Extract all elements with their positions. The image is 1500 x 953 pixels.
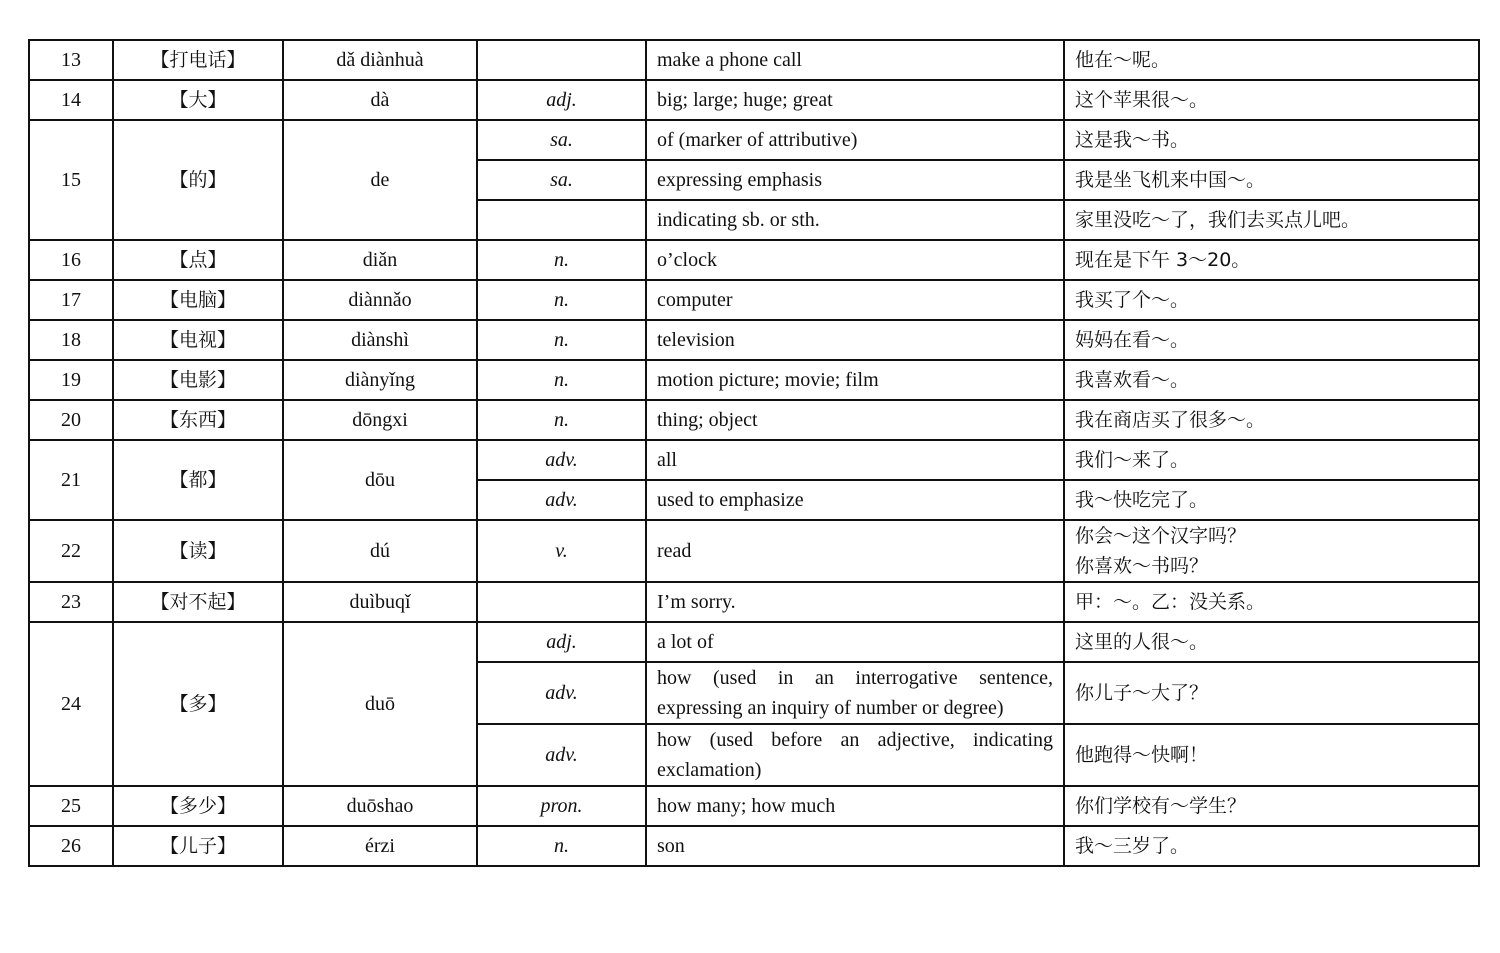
entry-example: 这个苹果很～。 bbox=[1064, 80, 1479, 120]
entry-example: 他跑得～快啊！ bbox=[1064, 724, 1479, 786]
entry-definition: of (marker of attributive) bbox=[646, 120, 1064, 160]
entry-example: 这里的人很～。 bbox=[1064, 622, 1479, 662]
entry-example: 我买了个～。 bbox=[1064, 280, 1479, 320]
entry-example: 甲：～。乙：没关系。 bbox=[1064, 582, 1479, 622]
entry-word: 【电脑】 bbox=[113, 280, 283, 320]
entry-pinyin: dǎ diànhuà bbox=[283, 40, 477, 80]
table-row bbox=[29, 622, 1479, 662]
entry-part-of-speech: n. bbox=[477, 240, 646, 280]
entry-number: 14 bbox=[29, 80, 113, 120]
entry-word: 【打电话】 bbox=[113, 40, 283, 80]
table-row bbox=[29, 80, 1479, 120]
entry-definition: all bbox=[646, 440, 1064, 480]
table-row bbox=[29, 520, 1479, 582]
entry-number: 19 bbox=[29, 360, 113, 400]
entry-number: 17 bbox=[29, 280, 113, 320]
entry-part-of-speech: adv. bbox=[477, 440, 646, 480]
entry-part-of-speech: v. bbox=[477, 520, 646, 582]
entry-definition: make a phone call bbox=[646, 40, 1064, 80]
entry-definition: a lot of bbox=[646, 622, 1064, 662]
entry-example: 妈妈在看～。 bbox=[1064, 320, 1479, 360]
entry-number: 18 bbox=[29, 320, 113, 360]
entry-example: 我在商店买了很多～。 bbox=[1064, 400, 1479, 440]
entry-part-of-speech: adv. bbox=[477, 662, 646, 724]
entry-definition: indicating sb. or sth. bbox=[646, 200, 1064, 240]
table-row bbox=[29, 582, 1479, 622]
entry-part-of-speech: n. bbox=[477, 360, 646, 400]
entry-number: 24 bbox=[29, 622, 113, 786]
entry-part-of-speech: adj. bbox=[477, 622, 646, 662]
entry-example: 我～三岁了。 bbox=[1064, 826, 1479, 866]
entry-definition: thing; object bbox=[646, 400, 1064, 440]
entry-word: 【儿子】 bbox=[113, 826, 283, 866]
entry-number: 20 bbox=[29, 400, 113, 440]
entry-definition: o’clock bbox=[646, 240, 1064, 280]
table-row bbox=[29, 320, 1479, 360]
entry-word: 【对不起】 bbox=[113, 582, 283, 622]
entry-part-of-speech: n. bbox=[477, 400, 646, 440]
entry-number: 22 bbox=[29, 520, 113, 582]
table-row bbox=[29, 826, 1479, 866]
entry-part-of-speech bbox=[477, 200, 646, 240]
entry-pinyin: de bbox=[283, 120, 477, 240]
example-line: 你喜欢～书吗？ bbox=[1075, 555, 1209, 577]
entry-word: 【读】 bbox=[113, 520, 283, 582]
entry-word: 【大】 bbox=[113, 80, 283, 120]
entry-pinyin: dōngxi bbox=[283, 400, 477, 440]
table-row bbox=[29, 440, 1479, 480]
entry-part-of-speech: n. bbox=[477, 320, 646, 360]
entry-definition: how many; how much bbox=[646, 786, 1064, 826]
entry-part-of-speech: adv. bbox=[477, 480, 646, 520]
entry-definition: expressing emphasis bbox=[646, 160, 1064, 200]
table-row bbox=[29, 240, 1479, 280]
entry-word: 【多】 bbox=[113, 622, 283, 786]
example-line: 你会～这个汉字吗？ bbox=[1075, 525, 1247, 547]
entry-part-of-speech: pron. bbox=[477, 786, 646, 826]
entry-example: 家里没吃～了，我们去买点儿吧。 bbox=[1064, 200, 1479, 240]
entry-example bbox=[1064, 520, 1479, 582]
entry-number: 25 bbox=[29, 786, 113, 826]
entry-part-of-speech bbox=[477, 582, 646, 622]
entry-definition: big; large; huge; great bbox=[646, 80, 1064, 120]
entry-pinyin: diànnǎo bbox=[283, 280, 477, 320]
entry-definition: computer bbox=[646, 280, 1064, 320]
entry-pinyin: dú bbox=[283, 520, 477, 582]
table-row bbox=[29, 786, 1479, 826]
entry-number: 13 bbox=[29, 40, 113, 80]
entry-example: 你儿子～大了？ bbox=[1064, 662, 1479, 724]
entry-part-of-speech: sa. bbox=[477, 160, 646, 200]
entry-example: 我喜欢看～。 bbox=[1064, 360, 1479, 400]
entry-part-of-speech: adv. bbox=[477, 724, 646, 786]
entry-number: 15 bbox=[29, 120, 113, 240]
entry-word: 【点】 bbox=[113, 240, 283, 280]
entry-definition: how (used before an adjective, indicating exclamation) bbox=[646, 724, 1064, 786]
table-row bbox=[29, 400, 1479, 440]
entry-word: 【电影】 bbox=[113, 360, 283, 400]
entry-pinyin: duō bbox=[283, 622, 477, 786]
entry-part-of-speech bbox=[477, 40, 646, 80]
entry-definition: I’m sorry. bbox=[646, 582, 1064, 622]
vocabulary-table bbox=[28, 39, 1480, 867]
entry-pinyin: duìbuqǐ bbox=[283, 582, 477, 622]
entry-part-of-speech: sa. bbox=[477, 120, 646, 160]
entry-pinyin: diànyǐng bbox=[283, 360, 477, 400]
entry-word: 【多少】 bbox=[113, 786, 283, 826]
entry-definition: how (used in an interrogative sentence, expressing an inquiry of number or degree) bbox=[646, 662, 1064, 724]
entry-word: 【的】 bbox=[113, 120, 283, 240]
entry-example: 这是我～书。 bbox=[1064, 120, 1479, 160]
entry-example: 我是坐飞机来中国～。 bbox=[1064, 160, 1479, 200]
entry-pinyin: érzi bbox=[283, 826, 477, 866]
entry-definition: motion picture; movie; film bbox=[646, 360, 1064, 400]
table-row bbox=[29, 40, 1479, 80]
entry-part-of-speech: n. bbox=[477, 826, 646, 866]
entry-number: 16 bbox=[29, 240, 113, 280]
entry-pinyin: duōshao bbox=[283, 786, 477, 826]
entry-number: 21 bbox=[29, 440, 113, 520]
entry-definition: television bbox=[646, 320, 1064, 360]
entry-number: 23 bbox=[29, 582, 113, 622]
table-row bbox=[29, 120, 1479, 160]
entry-example: 你们学校有～学生？ bbox=[1064, 786, 1479, 826]
entry-pinyin: dōu bbox=[283, 440, 477, 520]
entry-definition: read bbox=[646, 520, 1064, 582]
entry-word: 【东西】 bbox=[113, 400, 283, 440]
entry-number: 26 bbox=[29, 826, 113, 866]
entry-example: 我～快吃完了。 bbox=[1064, 480, 1479, 520]
entry-example: 我们～来了。 bbox=[1064, 440, 1479, 480]
entry-example: 现在是下午 3～20。 bbox=[1064, 240, 1479, 280]
entry-part-of-speech: n. bbox=[477, 280, 646, 320]
entry-definition: son bbox=[646, 826, 1064, 866]
entry-example: 他在～呢。 bbox=[1064, 40, 1479, 80]
table-row bbox=[29, 280, 1479, 320]
entry-pinyin: diànshì bbox=[283, 320, 477, 360]
entry-word: 【都】 bbox=[113, 440, 283, 520]
entry-word: 【电视】 bbox=[113, 320, 283, 360]
entry-definition: used to emphasize bbox=[646, 480, 1064, 520]
entry-pinyin: diǎn bbox=[283, 240, 477, 280]
table-row bbox=[29, 360, 1479, 400]
entry-pinyin: dà bbox=[283, 80, 477, 120]
entry-part-of-speech: adj. bbox=[477, 80, 646, 120]
